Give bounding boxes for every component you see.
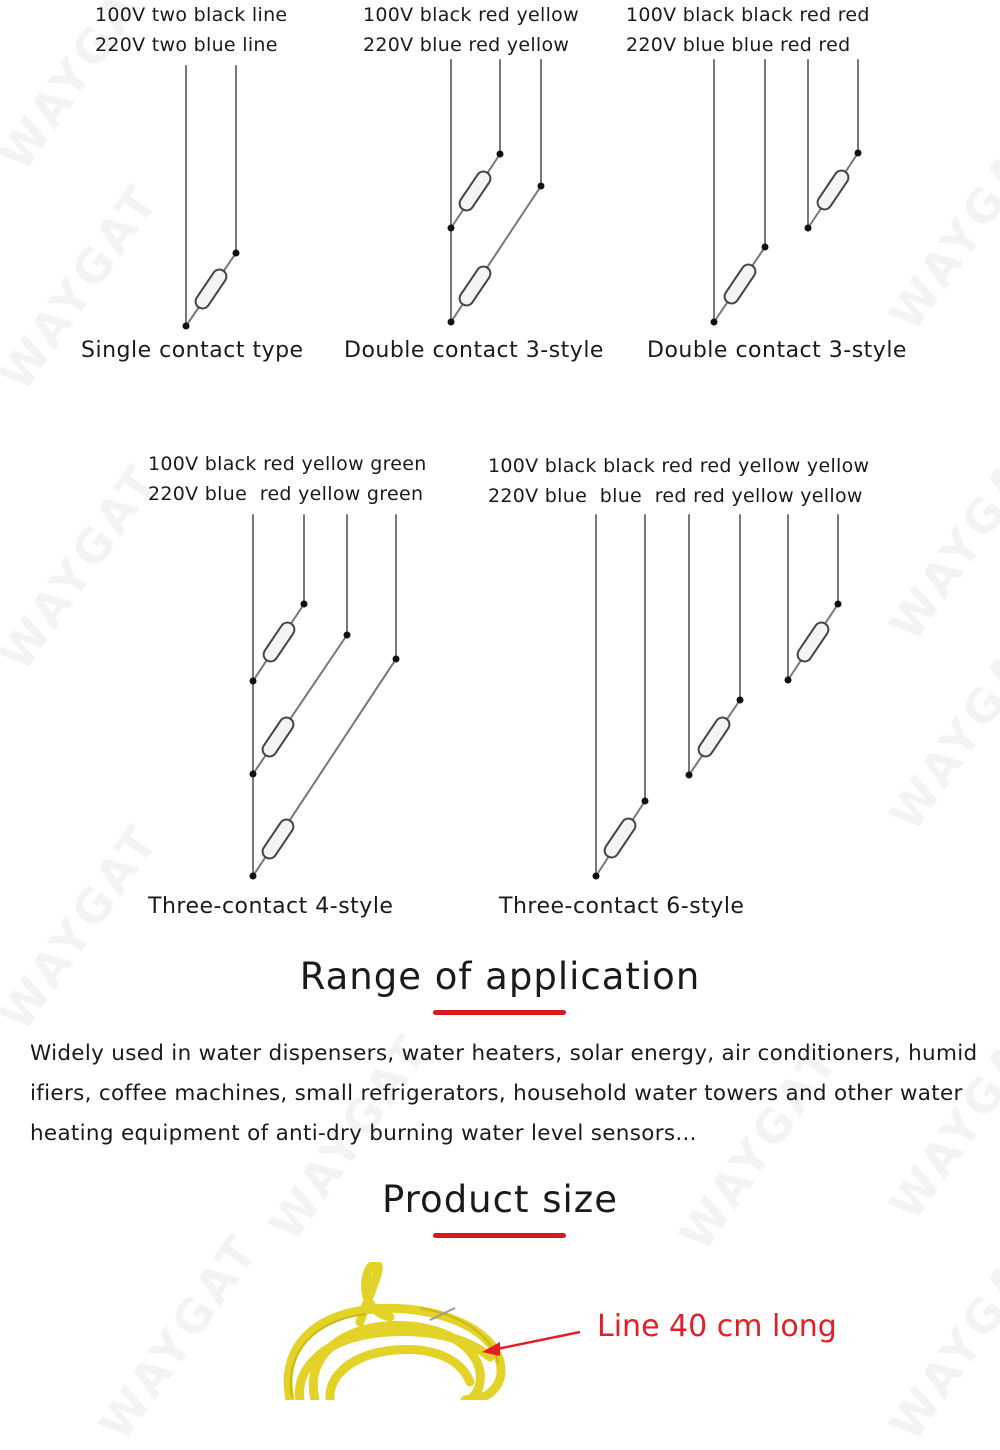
- wire-colors-100v: 100V black red yellow: [363, 4, 579, 26]
- type-label-double-b: Double contact 3-style: [647, 338, 907, 363]
- wire-colors-100v: 100V two black line: [95, 4, 288, 26]
- product-size-title: Product size: [382, 1178, 618, 1221]
- application-title: Range of application: [299, 955, 701, 998]
- product-size-underline: [433, 1233, 566, 1238]
- line-length-note: Line 40 cm long: [597, 1309, 837, 1344]
- wire-colors-100v: 100V black black red red yellow yellow: [488, 455, 870, 477]
- type-label-three-6: Three-contact 6-style: [499, 894, 745, 919]
- wire-colors-220v: 220V two blue line: [95, 34, 278, 56]
- pointer-arrow: [470, 1318, 590, 1368]
- wire-colors-220v: 220V blue red yellow: [363, 34, 570, 56]
- watermark: [89, 1224, 270, 1450]
- wire-colors-double-b: [626, 0, 870, 60]
- wire-colors-220v: 220V blue blue red red yellow yellow: [488, 485, 863, 507]
- wire-colors-three-6: [488, 451, 869, 511]
- wire-colors-100v: 100V black black red red: [626, 4, 870, 26]
- wire-colors-220v: 220V blue red yellow green: [148, 483, 424, 505]
- application-underline: [433, 1010, 566, 1015]
- wire-colors-220v: 220V blue blue red red: [626, 34, 851, 56]
- wire-colors-single: [95, 0, 287, 60]
- application-description: Widely used in water dispensers, water heaters, solar energy, air conditioners, humidifiers, coffee machines, small refrigerators, household water towers and other water heating equipment of anti-dry burning water level sensors...: [30, 1041, 978, 1146]
- type-label-single: Single contact type: [81, 338, 304, 363]
- type-label-double-a: Double contact 3-style: [344, 338, 604, 363]
- watermark: [879, 1224, 1000, 1450]
- type-label-three-4: Three-contact 4-style: [148, 894, 394, 919]
- wire-colors-double-a: [363, 0, 579, 60]
- wire-colors-100v: 100V black red yellow green: [148, 453, 427, 475]
- wire-colors-three-4: [148, 449, 427, 509]
